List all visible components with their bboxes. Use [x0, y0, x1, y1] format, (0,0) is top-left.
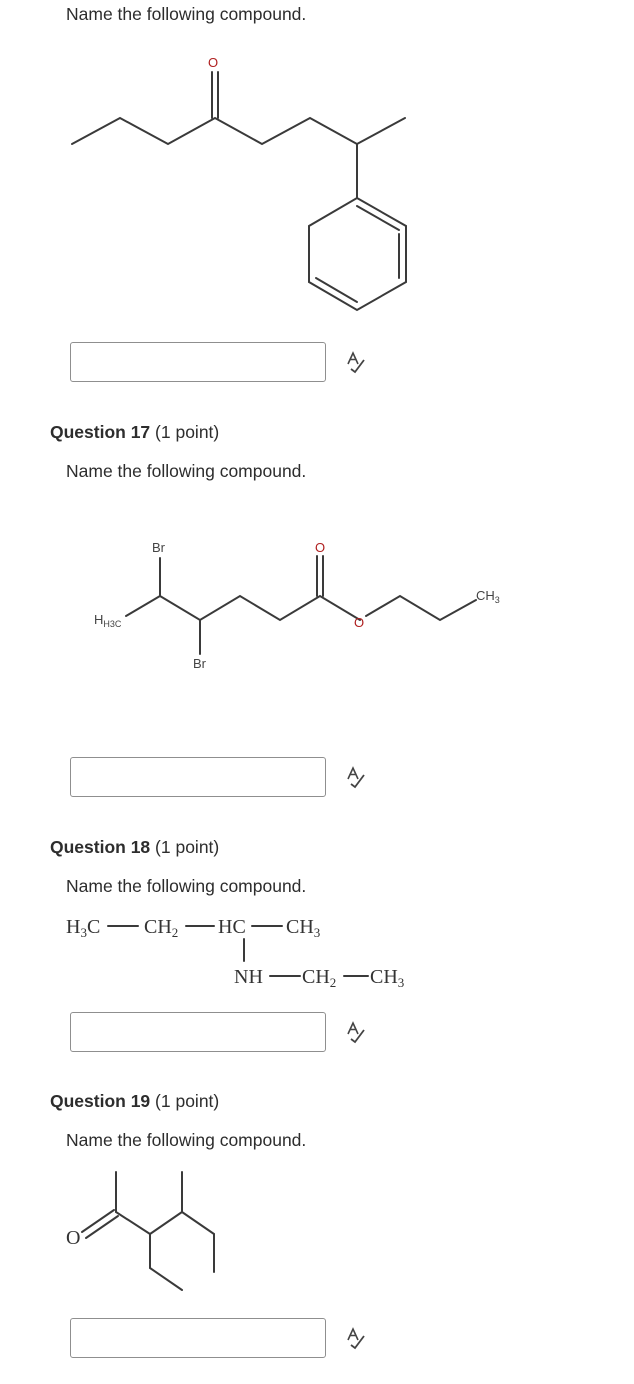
q18-header	[50, 837, 219, 858]
spellcheck-icon[interactable]	[344, 1326, 368, 1350]
q18-h3c-label: $H_3C$	[66, 916, 101, 940]
q18-hc-label: HC	[218, 916, 246, 938]
q17-br-bottom-label: Br	[193, 656, 206, 671]
q18-prompt: Name the following compound.	[66, 876, 307, 896]
q18-points: (1 point)	[155, 837, 220, 857]
q17-carbonyl-oxygen-label: O	[315, 540, 326, 555]
q19-answer-input[interactable]	[70, 1318, 326, 1358]
q18-nh-label: NH	[234, 966, 263, 988]
q16-oxygen-label: O	[208, 55, 219, 70]
q19-structure	[0, 1160, 634, 1300]
q19-header	[50, 1091, 219, 1112]
spellcheck-icon[interactable]	[344, 1020, 368, 1044]
q17-header	[50, 422, 219, 443]
q19-points: (1 point)	[155, 1091, 220, 1111]
q17-br-top-label: Br	[152, 540, 165, 555]
q18-answer-input[interactable]	[70, 1012, 326, 1052]
q18-structure	[0, 905, 634, 990]
q18-ch3b-label: $CH_3$	[370, 966, 405, 990]
q17-ch3-label: $CH_3$	[476, 588, 500, 605]
q18-ch3-label: $CH_3$	[286, 916, 321, 940]
q18-ch2-label: $CH_2$	[144, 916, 179, 940]
q19-oxygen-label: O	[66, 1227, 81, 1249]
q17-ester-oxygen-label: O	[354, 615, 365, 630]
q17-prompt: Name the following compound.	[66, 461, 307, 481]
q18-ch2b-label: $CH_2$	[302, 966, 337, 990]
q19-title: Question 19	[50, 1091, 151, 1111]
q16-answer-input[interactable]	[70, 342, 326, 382]
spellcheck-icon[interactable]	[344, 765, 368, 789]
q17-answer-input[interactable]	[70, 757, 326, 797]
q17-h3c-label: $H_{H3C}$	[94, 612, 122, 629]
q16-structure	[0, 0, 634, 330]
q17-structure	[0, 530, 634, 690]
spellcheck-icon[interactable]	[344, 350, 368, 374]
q17-title: Question 17	[50, 422, 151, 442]
q17-points: (1 point)	[155, 422, 220, 442]
q18-title: Question 18	[50, 837, 151, 857]
q19-prompt: Name the following compound.	[66, 1130, 307, 1150]
q16-prompt: Name the following compound.	[66, 4, 307, 24]
